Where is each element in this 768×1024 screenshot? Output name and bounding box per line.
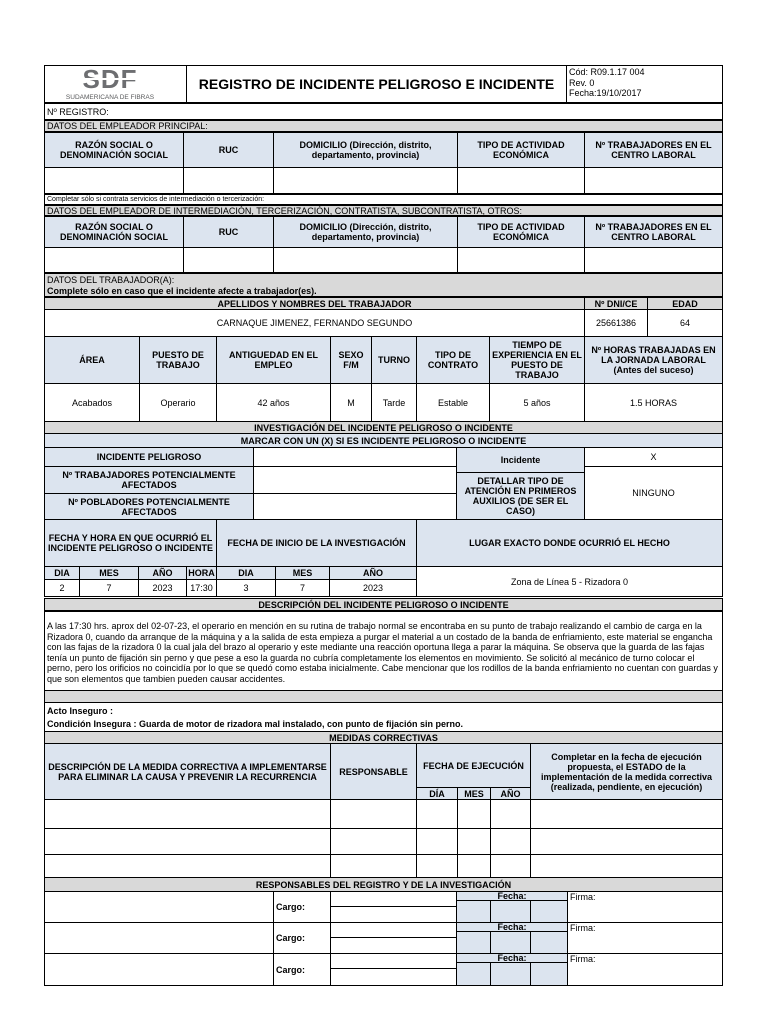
date-mes-2[interactable]: 7	[275, 579, 330, 597]
intermediacion-col-actividad: TIPO DE ACTIVIDAD ECONÓMICA	[457, 216, 585, 248]
investigacion-subtitle: MARCAR CON UN (X) SI ES INCIDENTE PELIGROSO O INCIDENTE	[44, 433, 723, 448]
trabajador-turno[interactable]: Tarde	[371, 383, 417, 422]
doc-rev: Rev. 0	[569, 77, 595, 88]
trabajador-section	[44, 273, 723, 297]
date-anio-1[interactable]: 2023	[138, 579, 187, 597]
responsable-2-cargo-top[interactable]	[330, 922, 457, 938]
lugar-label: LUGAR EXACTO DONDE OCURRIÓ EL HECHO	[416, 519, 723, 567]
incidente-mark[interactable]: X	[584, 447, 723, 467]
page-title: REGISTRO DE INCIDENTE PELIGROSO E INCIDENTE	[186, 65, 567, 103]
intermediacion-col-ruc: RUC	[183, 216, 274, 248]
responsable-3-fecha-anio[interactable]	[530, 962, 568, 986]
medidas-col-anio: AÑO	[490, 787, 531, 800]
trabajador-contrato[interactable]: Estable	[416, 383, 490, 422]
medida-row-2-responsable[interactable]	[330, 828, 417, 855]
empleador-ruc-value[interactable]	[183, 167, 274, 194]
medidas-col-descripcion: DESCRIPCIÓN DE LA MEDIDA CORRECTIVA A IMPLEMENTARSE PARA ELIMINAR LA CAUSA Y PREVENIR LA RECURRENCIA	[44, 743, 331, 800]
empleador-actividad-value[interactable]	[457, 167, 585, 194]
responsable-2-nombre[interactable]	[44, 922, 274, 954]
responsable-3-cargo-top[interactable]	[330, 953, 457, 969]
trabajadores-afectados-label: Nº TRABAJADORES POTENCIALMENTE AFECTADOS	[44, 466, 254, 494]
trabajador-name-label: APELLIDOS Y NOMBRES DEL TRABAJADOR	[44, 297, 585, 310]
responsable-3-firma[interactable]: Firma:	[567, 953, 723, 986]
trabajador-puesto[interactable]: Operario	[139, 383, 217, 422]
date-col-anio-2: AÑO	[329, 566, 417, 580]
responsable-1-firma[interactable]: Firma:	[567, 891, 723, 923]
medida-row-2-estado[interactable]	[530, 828, 723, 855]
empleador-domicilio-value[interactable]	[273, 167, 458, 194]
medidas-col-estado: Completar en la fecha de ejecución propuesta, el ESTADO de la implementación de la medida correctiva (realizada, pendiente, en ejecución)	[530, 743, 723, 800]
empleador-col-trabajadores: Nº TRABAJADORES EN EL CENTRO LABORAL	[584, 132, 723, 168]
descripcion-text[interactable]: A las 17:30 hrs. aprox del 02-07-23, el operario en mención en su rutina de trabajo normal se encontraba en su punto de trabajo realizando el cambio de carga en la Rizadora 0, cuando da arranque de la máquina y a la salida de esta empieza a purgar el material a un costado de la banda de enfriamiento, este material se engancha con las fajas de la rizadora 0 la cual jala del brazo al operario y este mediante una reacción oportuna llega a parar la máquina. Se observa que la guarda de las fajas tenía un punto de fijación sin perno y que pese a eso la guarda no cubría completamente los elementos en movimiento. Se solicitó al mecánico de turno colocar el perno, pero los orificios no coincidía por lo que se quedó como estaba inicialmente. Cabe mencionar que los rodillos de la banda enfriamiento no cuentan con guardas y que son elementos que tambien pueden causar accidentes.	[44, 611, 723, 691]
empleador-razon-value[interactable]	[44, 167, 184, 194]
date-col-hora: HORA	[186, 566, 217, 580]
trabajador-col-sexo: SEXO F/M	[330, 336, 372, 384]
trabajador-experiencia[interactable]: 5 años	[489, 383, 585, 422]
trabajador-col-turno: TURNO	[371, 336, 417, 384]
intermediacion-domicilio-value[interactable]	[273, 247, 458, 273]
medida-row-1-dia[interactable]	[416, 799, 458, 829]
medida-row-3-dia[interactable]	[416, 854, 458, 878]
responsable-2-fecha-anio[interactable]	[530, 931, 568, 954]
fecha-ocurrio-label: FECHA Y HORA EN QUE OCURRIÓ EL INCIDENTE PELIGROSO O INCIDENTE	[44, 519, 217, 567]
incidente-label: Incidente	[456, 447, 585, 473]
medidas-col-fecha: FECHA DE EJECUCIÓN	[416, 743, 531, 788]
empleador-trabajadores-value[interactable]	[584, 167, 723, 194]
medida-row-3-responsable[interactable]	[330, 854, 417, 878]
investigacion-title: INVESTIGACIÓN DEL INCIDENTE PELIGROSO O INCIDENTE	[44, 421, 723, 434]
empleador-col-actividad: TIPO DE ACTIVIDAD ECONÓMICA	[457, 132, 585, 168]
trabajador-dni-label: Nº DNI/CE	[584, 297, 648, 310]
trabajador-horas[interactable]: 1.5 HORAS	[584, 383, 723, 422]
medidas-title: MEDIDAS CORRECTIVAS	[44, 731, 723, 744]
responsable-2-fecha-mes[interactable]	[490, 931, 531, 954]
trabajador-col-horas: Nº HORAS TRABAJADAS EN LA JORNADA LABORAL (Antes del suceso)	[584, 336, 723, 384]
medida-row-2-descripcion[interactable]	[44, 828, 331, 855]
responsable-2-fecha-dia[interactable]	[456, 931, 491, 954]
empleador-col-domicilio: DOMICILIO (Dirección, distrito, departamento, provincia)	[273, 132, 458, 168]
trabajador-col-contrato: TIPO DE CONTRATO	[416, 336, 490, 384]
responsable-3-fecha-mes[interactable]	[490, 962, 531, 986]
trabajador-section-title: DATOS DEL TRABAJADOR(A):	[47, 275, 175, 285]
responsable-3-fecha-label: Fecha:	[456, 953, 568, 963]
date-col-mes-2: MES	[275, 566, 330, 580]
medida-row-1-descripcion[interactable]	[44, 799, 331, 829]
date-col-dia-2: DIA	[216, 566, 276, 580]
responsables-title: RESPONSABLES DEL REGISTRO Y DE LA INVESTIGACIÓN	[44, 877, 723, 892]
intermediacion-col-domicilio: DOMICILIO (Dirección, distrito, departamento, provincia)	[273, 216, 458, 248]
empleador-section: DATOS DEL EMPLEADOR PRINCIPAL:	[44, 120, 723, 132]
responsable-1-cargo-value[interactable]	[330, 906, 457, 923]
date-dia-1[interactable]: 2	[44, 579, 80, 597]
pobladores-label: Nº POBLADORES POTENCIALMENTE AFECTADOS	[44, 493, 254, 520]
medidas-col-responsable: RESPONSABLE	[330, 743, 417, 800]
medida-row-3-anio[interactable]	[490, 854, 531, 878]
trabajador-antiguedad[interactable]: 42 años	[216, 383, 331, 422]
doc-info	[566, 65, 723, 103]
intermediacion-actividad-value[interactable]	[457, 247, 585, 273]
sdf-logo	[60, 67, 160, 101]
trabajador-area[interactable]: Acabados	[44, 383, 140, 422]
date-anio-2[interactable]: 2023	[329, 579, 417, 597]
medida-row-2-anio[interactable]	[490, 828, 531, 855]
trabajador-col-experiencia: TIEMPO DE EXPERIENCIA EN EL PUESTO DE TRABAJO	[489, 336, 585, 384]
responsable-3-fecha-dia[interactable]	[456, 962, 491, 986]
responsable-3-cargo-value[interactable]	[330, 968, 457, 986]
responsable-1-fecha-anio[interactable]	[530, 900, 568, 923]
intermediacion-col-razon: RAZÓN SOCIAL O DENOMINACIÓN SOCIAL	[44, 216, 184, 248]
trabajador-dni[interactable]: 25661386	[584, 309, 648, 337]
trabajador-edad-label: EDAD	[647, 297, 723, 310]
medidas-col-dia: DÍA	[416, 787, 458, 800]
trabajador-col-puesto: PUESTO DE TRABAJO	[139, 336, 217, 384]
incidente-peligroso-label: INCIDENTE PELIGROSO	[44, 447, 254, 467]
date-hora[interactable]: 17:30	[186, 579, 217, 597]
trabajador-edad[interactable]: 64	[647, 309, 723, 337]
logo-subtitle: SUDAMERICANA DE FIBRAS	[65, 94, 155, 101]
medida-row-3-mes[interactable]	[457, 854, 491, 878]
medida-row-3-estado[interactable]	[530, 854, 723, 878]
medida-row-2-dia[interactable]	[416, 828, 458, 855]
responsable-2-firma[interactable]: Firma:	[567, 922, 723, 954]
responsable-1-cargo-label: Cargo:	[273, 891, 331, 923]
logo-letters: SDF	[82, 67, 138, 94]
responsable-2-cargo-value[interactable]	[330, 937, 457, 954]
medida-row-1-responsable[interactable]	[330, 799, 417, 829]
responsable-2-fecha-label: Fecha:	[456, 922, 568, 932]
causas-block[interactable]	[44, 702, 723, 732]
condicion-insegura: Condición Insegura : Guarda de motor de rizadora mal instalado, con punto de fijación sin perno.	[47, 719, 464, 729]
atencion-value[interactable]: NINGUNO	[584, 466, 723, 520]
responsable-1-fecha-label: Fecha:	[456, 891, 568, 901]
responsable-3-nombre[interactable]	[44, 953, 274, 986]
incidente-peligroso-mark[interactable]	[253, 447, 457, 467]
intermediacion-section: DATOS DEL EMPLEADOR DE INTERMEDIACIÓN, TERCERIZACIÓN, CONTRATISTA, SUBCONTRATISTA, OTROS:	[44, 205, 723, 216]
pobladores-value[interactable]	[253, 493, 457, 520]
responsable-1-fecha-mes[interactable]	[490, 900, 531, 923]
medida-row-1-mes[interactable]	[457, 799, 491, 829]
atencion-label: DETALLAR TIPO DE ATENCIÓN EN PRIMEROS AUXILIOS (DE SER EL CASO)	[456, 472, 585, 520]
registro-label: Nº REGISTRO:	[44, 103, 723, 120]
responsable-2-cargo-label: Cargo:	[273, 922, 331, 954]
descripcion-title: DESCRIPCIÓN DEL INCIDENTE PELIGROSO O INCIDENTE	[44, 598, 723, 611]
empleador-col-ruc: RUC	[183, 132, 274, 168]
date-col-mes-1: MES	[79, 566, 139, 580]
trabajador-note: Complete sólo en caso que el incidente afecte a trabajador(es).	[47, 286, 317, 296]
medida-row-1-anio[interactable]	[490, 799, 531, 829]
date-dia-2[interactable]: 3	[216, 579, 276, 597]
date-col-anio-1: AÑO	[138, 566, 187, 580]
trabajadores-afectados-value[interactable]	[253, 466, 457, 494]
medidas-col-mes: MES	[457, 787, 491, 800]
date-col-dia-1: DIA	[44, 566, 80, 580]
responsable-1-cargo-top[interactable]	[330, 891, 457, 907]
responsable-1-nombre[interactable]	[44, 891, 274, 923]
responsable-1-fecha-dia[interactable]	[456, 900, 491, 923]
intermediacion-col-trabajadores: Nº TRABAJADORES EN EL CENTRO LABORAL	[584, 216, 723, 248]
responsable-3-cargo-label: Cargo:	[273, 953, 331, 986]
intermediacion-trabajadores-value[interactable]	[584, 247, 723, 273]
doc-date: Fecha:19/10/2017	[569, 88, 642, 98]
empleador-col-razon: RAZÓN SOCIAL O DENOMINACIÓN SOCIAL	[44, 132, 184, 168]
trabajador-col-area: ÁREA	[44, 336, 140, 384]
trabajador-name[interactable]: CARNAQUE JIMENEZ, FERNANDO SEGUNDO	[44, 309, 585, 337]
intermediacion-note: Completar sólo si contrata servicios de intermediación o tercerización:	[44, 194, 723, 205]
medida-row-1-estado[interactable]	[530, 799, 723, 829]
intermediacion-ruc-value[interactable]	[183, 247, 274, 273]
trabajador-sexo[interactable]: M	[330, 383, 372, 422]
medida-row-3-descripcion[interactable]	[44, 854, 331, 878]
intermediacion-razon-value[interactable]	[44, 247, 184, 273]
medida-row-2-mes[interactable]	[457, 828, 491, 855]
fecha-inicio-label: FECHA DE INICIO DE LA INVESTIGACIÓN	[216, 519, 417, 567]
trabajador-col-antiguedad: ANTIGUEDAD EN EL EMPLEO	[216, 336, 331, 384]
date-mes-1[interactable]: 7	[79, 579, 139, 597]
acto-inseguro: Acto Inseguro :	[47, 706, 114, 716]
doc-code: Cód: R09.1.17 004	[569, 67, 645, 77]
lugar-value[interactable]: Zona de Línea 5 - Rizadora 0	[416, 566, 723, 597]
